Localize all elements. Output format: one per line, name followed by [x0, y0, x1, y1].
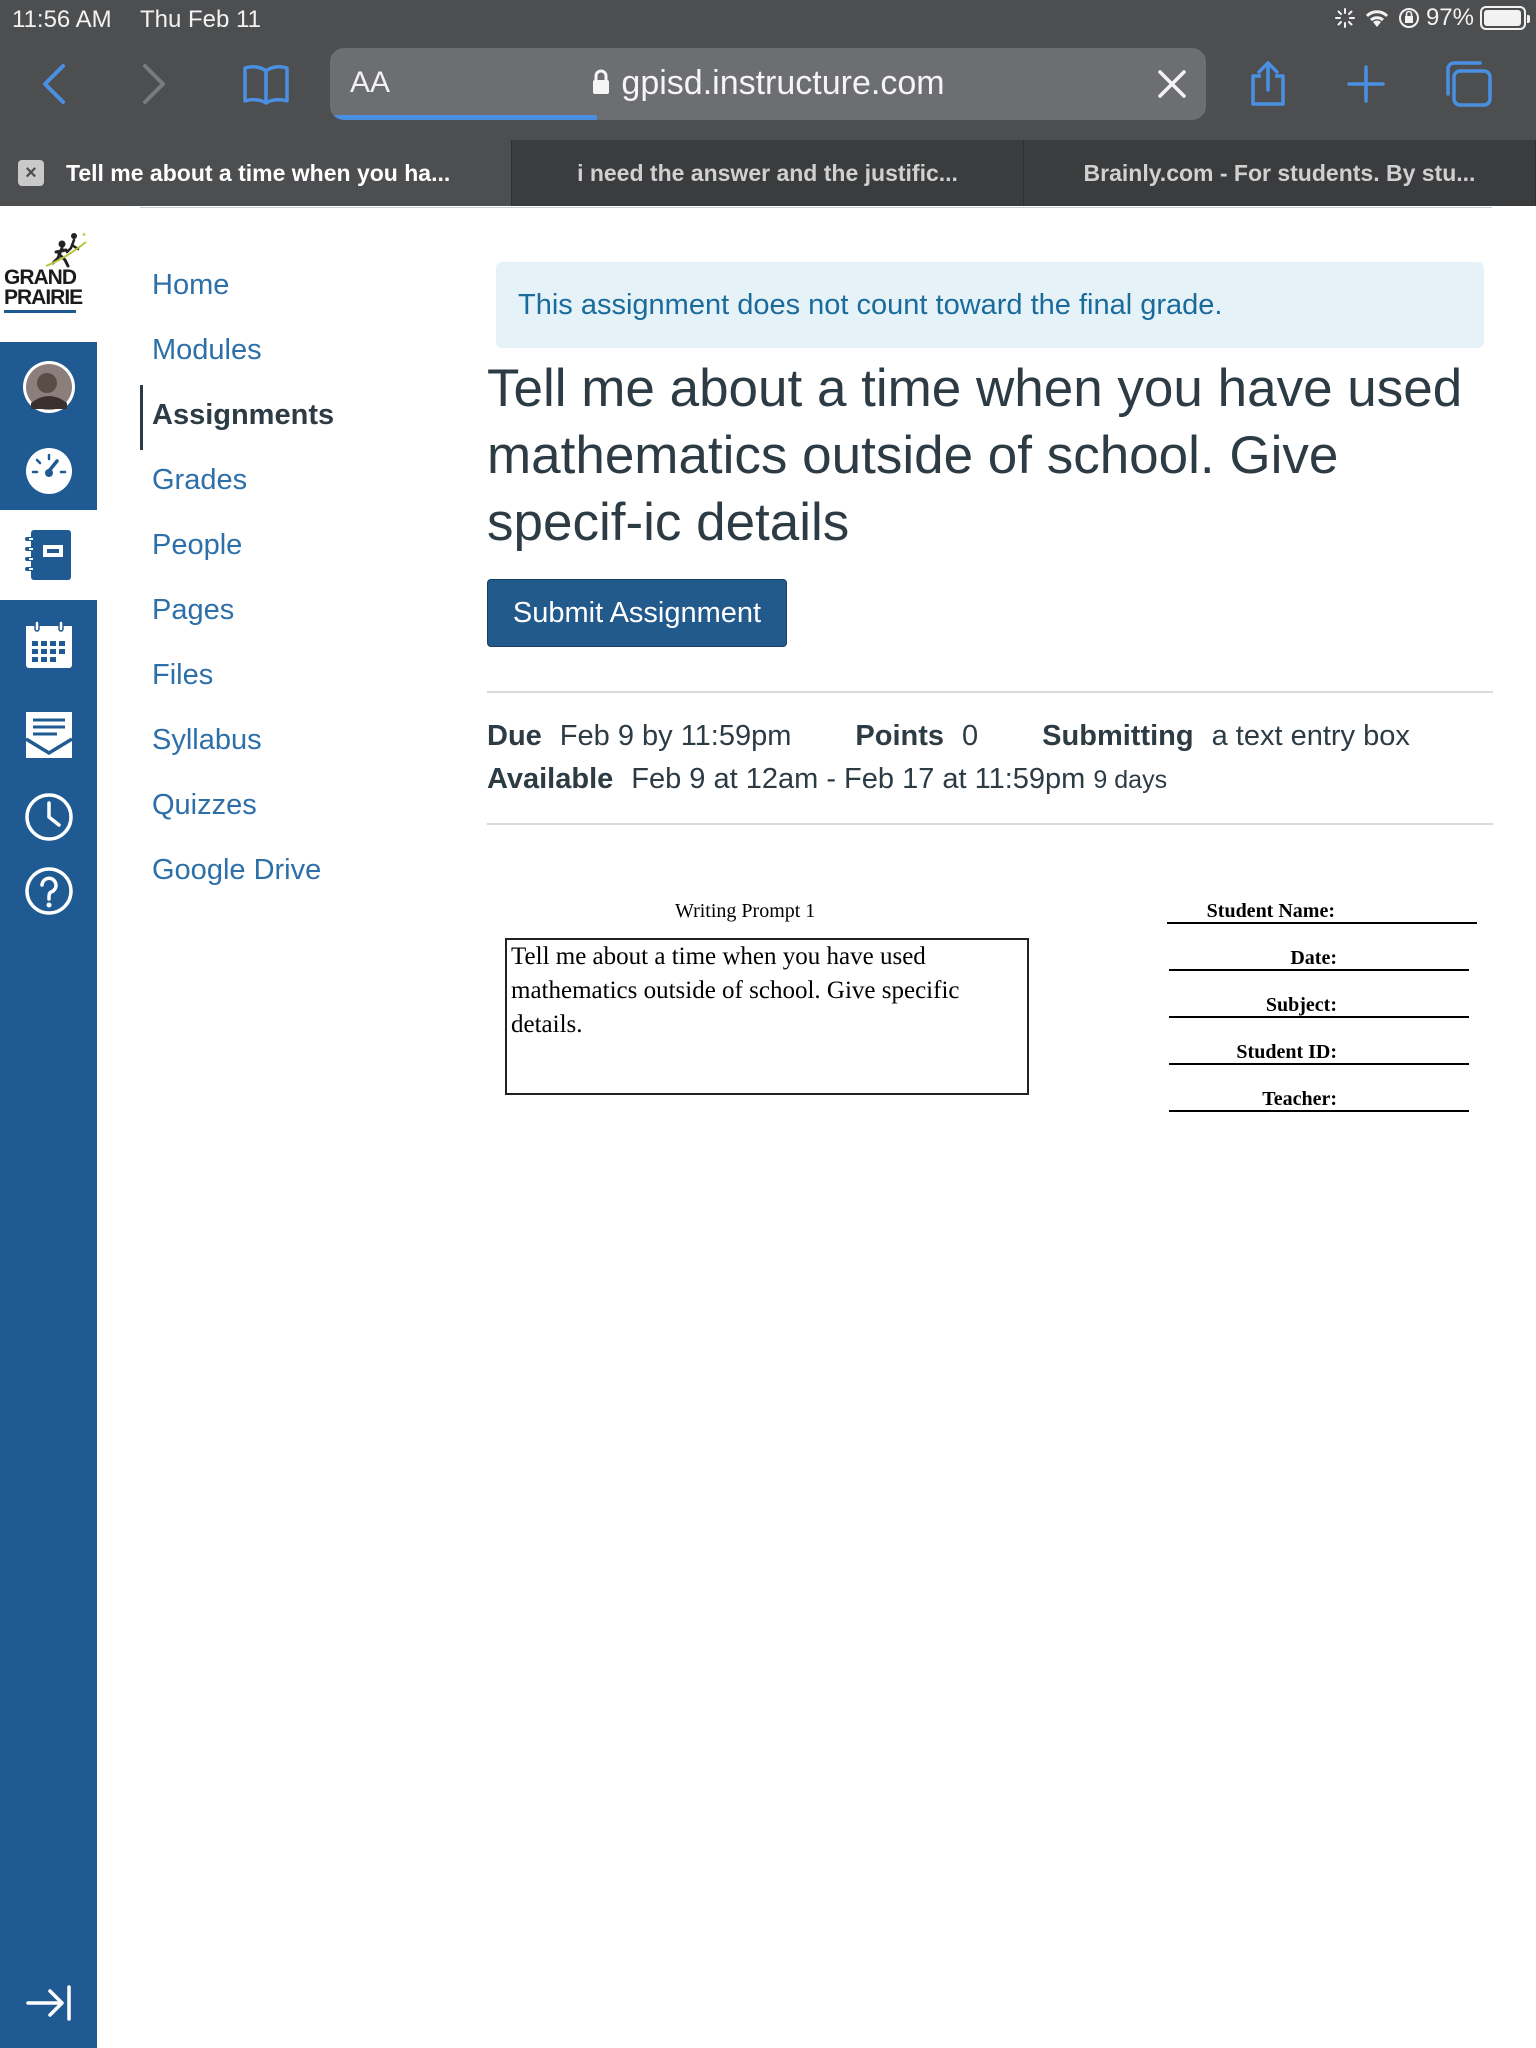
global-nav-help[interactable] [0, 846, 97, 936]
global-nav-inbox[interactable] [0, 690, 97, 780]
details-bottom-divider [487, 823, 1493, 825]
lock-icon [591, 68, 611, 96]
logo-figures-icon [38, 230, 88, 270]
course-navigation [140, 255, 380, 905]
available-duration: 9 days [1093, 766, 1168, 794]
course-nav-syllabus[interactable]: Syllabus [152, 724, 262, 756]
inbox-icon [23, 709, 75, 761]
course-nav-assignments[interactable]: Assignments [140, 385, 380, 450]
global-nav-courses[interactable] [0, 510, 97, 600]
history-icon [23, 791, 75, 843]
tabs-icon [1442, 60, 1494, 108]
available-value: Feb 9 at 12am - Feb 17 at 11:59pm [631, 763, 1086, 795]
course-nav-files[interactable]: Files [152, 659, 214, 691]
worksheet-prompt-label: Writing Prompt 1 [675, 900, 816, 922]
points-value: 0 [962, 720, 979, 752]
worksheet-field-student-name: Student Name: [1206, 900, 1335, 922]
worksheet-line [1169, 1016, 1469, 1018]
status-indicators [1334, 4, 1526, 32]
worksheet-field-student-id: Student ID: [1236, 1041, 1337, 1063]
share-icon [1248, 60, 1288, 108]
close-icon[interactable] [1152, 64, 1192, 104]
orientation-lock-icon [1398, 7, 1420, 29]
writing-prompt-image [487, 890, 1493, 1130]
new-tab-icon [1346, 64, 1386, 104]
available-label: Available [487, 763, 614, 795]
tab-assignment[interactable] [0, 140, 512, 206]
close-tab-icon[interactable]: × [18, 160, 44, 186]
course-nav-pages[interactable]: Pages [152, 594, 235, 626]
calendar-icon [23, 619, 75, 671]
assignment-title: Tell me about a time when you have used mathematics outside of school. Give specif-ic details [487, 359, 1463, 552]
logo-text-prairie: PRAIRIE [4, 286, 83, 309]
grade-notice-banner: This assignment does not count toward the final grade. [496, 262, 1484, 348]
submitting-label: Submitting [1042, 720, 1194, 752]
tab-title: i need the answer and the justific... [577, 159, 958, 186]
tab-title: Brainly.com - For students. By stu... [1083, 159, 1476, 186]
bookmarks-button[interactable] [236, 56, 296, 112]
battery-percent: 97% [1425, 4, 1474, 31]
worksheet-field-subject: Subject: [1265, 994, 1337, 1016]
assignment-details-row-1 [487, 720, 1410, 753]
share-button[interactable] [1238, 56, 1298, 112]
submit-assignment-button[interactable]: Submit Assignment [487, 579, 787, 647]
assignment-details-row-2 [487, 763, 1167, 796]
worksheet-line [1169, 969, 1469, 971]
course-nav-quizzes[interactable]: Quizzes [152, 789, 257, 821]
new-tab-button[interactable] [1336, 56, 1396, 112]
submitting-value: a text entry box [1211, 720, 1410, 752]
header-divider [140, 207, 1492, 208]
details-top-divider [487, 691, 1493, 693]
worksheet-line [1169, 1063, 1469, 1065]
course-nav-modules[interactable]: Modules [152, 334, 262, 366]
course-nav-home[interactable]: Home [152, 269, 230, 301]
worksheet-line [1169, 1110, 1469, 1112]
due-value: Feb 9 by 11:59pm [559, 720, 792, 752]
worksheet-field-date: Date: [1290, 947, 1337, 969]
logo-underline [4, 310, 76, 313]
global-nav-account[interactable] [0, 342, 97, 432]
status-date: Thu Feb 11 [140, 6, 261, 33]
bookmarks-icon [242, 63, 290, 105]
activity-icon [1334, 7, 1356, 29]
url-display[interactable] [330, 64, 1206, 103]
global-nav-calendar[interactable] [0, 600, 97, 690]
tab-bar [0, 140, 1536, 206]
account-icon [21, 359, 77, 415]
back-button[interactable] [24, 56, 84, 112]
status-time: 11:56 AM [12, 6, 112, 33]
back-icon [39, 62, 69, 106]
global-nav-dashboard[interactable] [0, 426, 97, 516]
tab-brainly-home[interactable] [1024, 140, 1536, 206]
forward-button[interactable] [124, 56, 184, 112]
browser-chrome [0, 0, 1536, 206]
worksheet-prompt-box: Tell me about a time when you have used mathematics outside of school. Give specific details. [505, 938, 1029, 1095]
global-navigation [0, 206, 97, 2048]
battery-icon [1480, 6, 1526, 30]
text-size-button[interactable]: AA [350, 66, 391, 99]
collapse-icon [24, 1983, 74, 2023]
address-bar[interactable] [330, 48, 1206, 120]
global-nav-collapse[interactable] [0, 1958, 97, 2048]
points-label: Points [855, 720, 945, 752]
forward-icon [139, 62, 169, 106]
help-icon [23, 865, 75, 917]
tab-brainly-question[interactable] [512, 140, 1024, 206]
worksheet-line [1167, 922, 1477, 924]
courses-icon [23, 527, 75, 583]
url-text: gpisd.instructure.com [621, 64, 945, 102]
dashboard-icon [23, 445, 75, 497]
due-label: Due [487, 720, 542, 752]
tab-title: Tell me about a time when you ha... [66, 159, 451, 186]
page-load-progress [334, 115, 597, 120]
school-logo[interactable] [0, 206, 97, 342]
course-nav-grades[interactable]: Grades [152, 464, 248, 496]
logo-text-grand: GRAND [4, 266, 76, 289]
worksheet-field-teacher: Teacher: [1262, 1088, 1337, 1110]
course-nav-people[interactable]: People [152, 529, 243, 561]
tabs-overview-button[interactable] [1438, 56, 1498, 112]
course-nav-google-drive[interactable]: Google Drive [152, 854, 322, 886]
wifi-icon [1362, 7, 1392, 29]
